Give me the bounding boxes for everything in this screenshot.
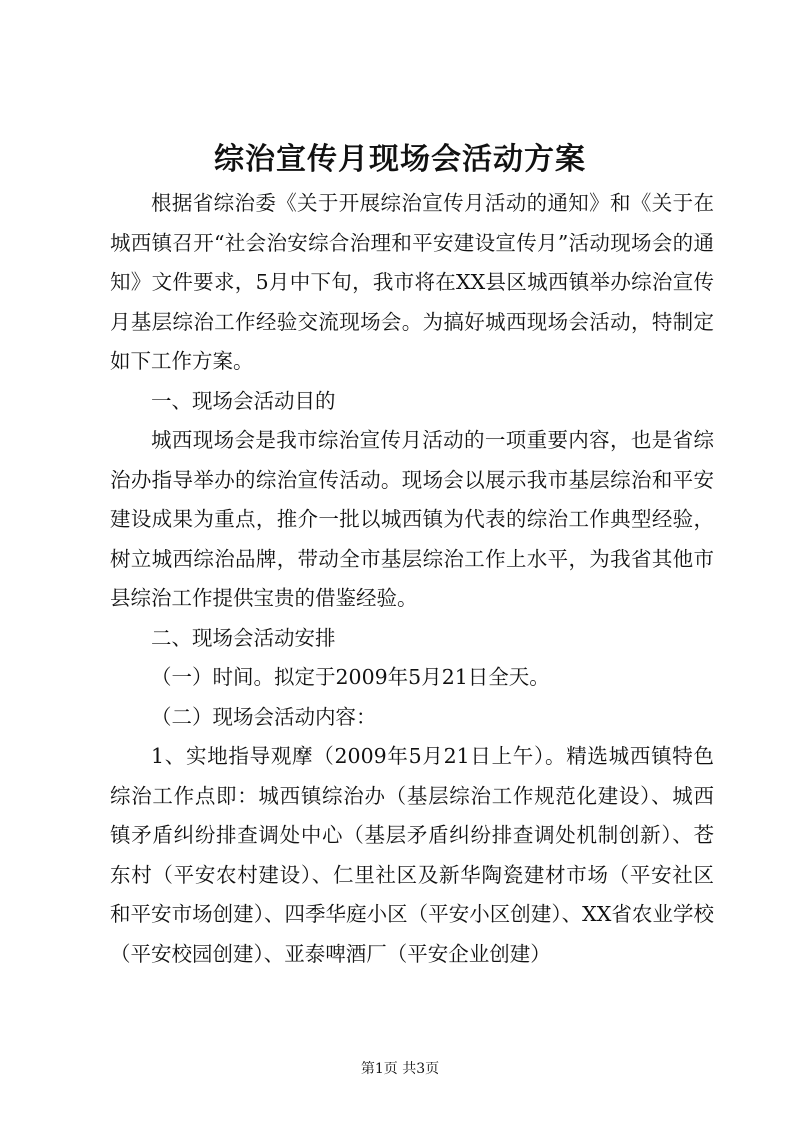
- page-footer: 第1页 共3页: [360, 1061, 440, 1077]
- document-title: 综治宣传月现场会活动方案: [214, 142, 586, 177]
- heading-section-1: 一、现场会活动目的: [151, 388, 336, 413]
- paragraph-content-heading: （二）现场会活动内容：: [151, 704, 377, 729]
- document-body: [110, 184, 714, 974]
- paragraph-purpose: 城西现场会是我市综治宣传月活动的一项重要内容，也是省综治办指导举办的综治宣传活动。现场会以展示我市基层综治和平安建设成果为重点，推介一批以城西镇为代表的综治工作典型经验，树立城西综治品牌，带动全市基层综治工作上水平，为我省其他市县综治工作提供宝贵的借鉴经验。: [110, 428, 714, 610]
- paragraph-site-visit: 1、实地指导观摩（2009年5月21日上午）。精选城西镇特色综治工作点即：城西镇综治办（基层综治工作规范化建设）、城西镇矛盾纠纷排查调处中心（基层矛盾纠纷排查调处机制创新）、苍东村（平安农村建设）、仁里社区及新华陶瓷建材市场（平安社区和平安市场创建）、四季华庭小区（平安小区创建）、XX省农业学校（平安校园创建）、亚泰啤酒厂（平安企业创建）: [110, 744, 714, 966]
- paragraph-time: （一）时间。拟定于2009年5月21日全天。: [151, 665, 550, 689]
- paragraph-intro: 根据省综治委《关于开展综治宣传月活动的通知》和《关于在城西镇召开“社会治安综合治理和平安建设宣传月”活动现场会的通知》文件要求，5月中下旬，我市将在XX县区城西镇举办综治宣传月基层综治工作经验交流现场会。为搞好城西现场会活动，特制定如下工作方案。: [110, 191, 714, 373]
- heading-section-2: 二、现场会活动安排: [151, 625, 336, 650]
